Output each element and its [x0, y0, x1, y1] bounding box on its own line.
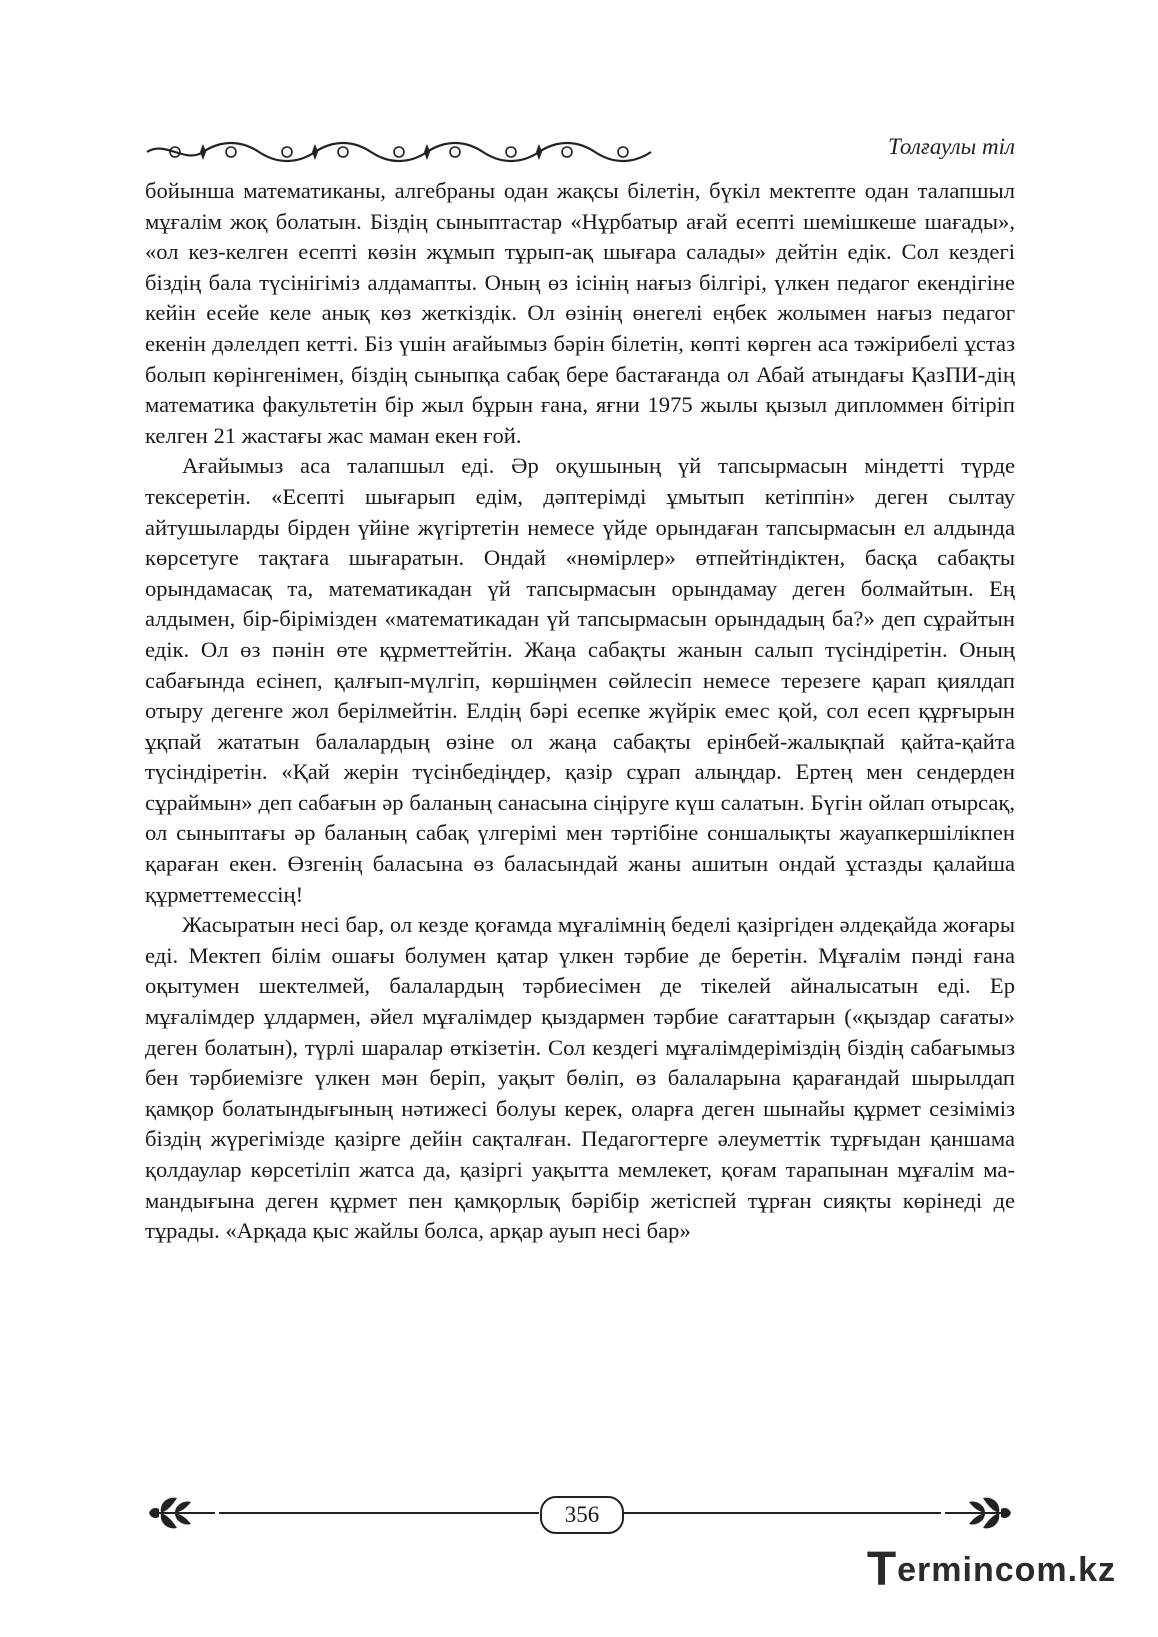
- body-text: [145, 176, 1015, 1247]
- right-leaf-ornament-icon: [943, 1494, 1015, 1532]
- page-footer: [145, 1482, 1015, 1542]
- site-watermark: [867, 1542, 1116, 1597]
- watermark-logo-letter: T: [866, 1543, 898, 1596]
- watermark-text: ermincom.kz: [897, 1551, 1116, 1589]
- footer-rule-left: [219, 1512, 539, 1514]
- paragraph: Жасыратын несі бар, ол кезде қоғамда мұғалімнің беделі қазіргіден әлдеқайда жоғары еді. Мектеп білім ошағы болумен қатар үлкен тәрбие де беретін. Мұғалім пәнді ғана оқытумен шектелмей, балалардың тәрбиесімен де тікелей айналысатын еді. Ер мұғалімдер ұлдармен, әйел мұғалімдер қыздармен тәрбие сағаттарын («қыздар сағаты» деген болатын), түрлі шаралар өткізетін. Сол кездегі мұғалімдеріміздің біздің сабағымыз бен тәрбиемізге үлкен мән беріп, уақыт бөліп, өз балаларына қарағандай шырылдап қамқор болатындығының нәтижесі болуы керек, оларға деген шынайы құрмет сезіміміз біздің жүрегімізде қазірге дейін сақталған. Педагогтерге әлеуметтік тұрғыдан қаншама қолдаулар көрсетіліп жатса да, қазіргі уақытта мемлекет, қоғам тарапынан мұғалім мамандығына деген құрмет пен қамқорлық бәрібір жетіспей тұрған сияқты көрінеді де тұрады. «Арқада қыс жайлы болса, арқар ауып несі бар»: [145, 912, 1015, 1244]
- scroll-ornament-icon: [145, 138, 665, 166]
- left-leaf-ornament-icon: [145, 1494, 217, 1532]
- running-header: [145, 130, 1015, 170]
- footer-rule-right: [623, 1512, 941, 1514]
- paragraph: Ағайымыз аса талапшыл еді. Әр оқушының үй тапсырмасын міндетті түрде тексеретін. «Есепті шығарып едім, дәптерімді ұмытып кетіппін» деген сылтау айтушыларды бірден үйіне жүгіртетін немесе үйде орындаған тапсырмасын ел алдында көрсетуге тақтаға шығаратын. Ондай «нөмірлер» өтпейтіндіктен, басқа сабақты орындамасақ та, математикадан үй тапсырмасын орындамау деген болмайтын. Ең алдымен, бір-бірімізден «математикадан үй тапсырмасын орындадың ба?» деп сұрайтын едік. Ол өз пәнін өте құрметтейтін. Жаңа сабақты жанын салып түсіндіретін. Оның сабағында есінеп, қалғып-мүлгіп, көршіңмен сөйлесіп немесе терезеге қарап қиялдап отыру дегенге жол берілмейтін. Елдің бәрі есепке жүйрік емес қой, сол есеп құрғырын ұқпай жататын балалардың өзіне ол жаңа сабақты ерінбей-жалықпай қайта-қайта түсіндіретін. «Қай жерін түсінбедіңдер, қазір сұрап алыңдар. Ертең мен сендерден сұраймын» деп сабағын әр баланың санасына сіңіруге күш салатын. Бүгін ойлап отырсақ, ол сыныптағы әр баланың сабақ үлгерімі мен тәртібіне соншалықты жауапкершілікпен қараған екен. Өзгенің баласына өз баласындай жаны ашитын ондай ұстазды қалайша құрметтемессің!: [145, 453, 1015, 907]
- page-number: 356: [540, 1496, 624, 1534]
- running-header-title: Толғаулы тіл: [887, 134, 1015, 159]
- paragraph: бойынша математиканы, алгебраны одан жақсы білетін, бүкіл мектепте одан талапшыл мұғалім жоқ болатын. Біздің сыныптастар «Нұрбатыр ағай есепті шемішкеше шағады», «ол кез-келген есепті көзін жұмып тұрып-ақ шығара салады» дейтін едік. Сол кездегі біздің бала түсінігіміз алдамапты. Оның өз ісінің нағыз білгірі, үлкен педагог екендігіне кейін есейе келе анық көз жеткіздік. Ол өзінің өнегелі еңбек жолымен нағыз педагог екенін дәлелдеп кетті. Біз үшін ағайымыз бәрін білетін, көпті көрген аса тәжірибелі ұстаз болып көрінгенімен, біздің сыныпқа сабақ бере бастағанда ол Абай атындағы ҚазПИ-дің математика факультетін бір жыл бұрын ғана, яғни 1975 жылы қызыл дипломмен бітіріп келген 21 жастағы жас маман екен ғой.: [145, 178, 1015, 448]
